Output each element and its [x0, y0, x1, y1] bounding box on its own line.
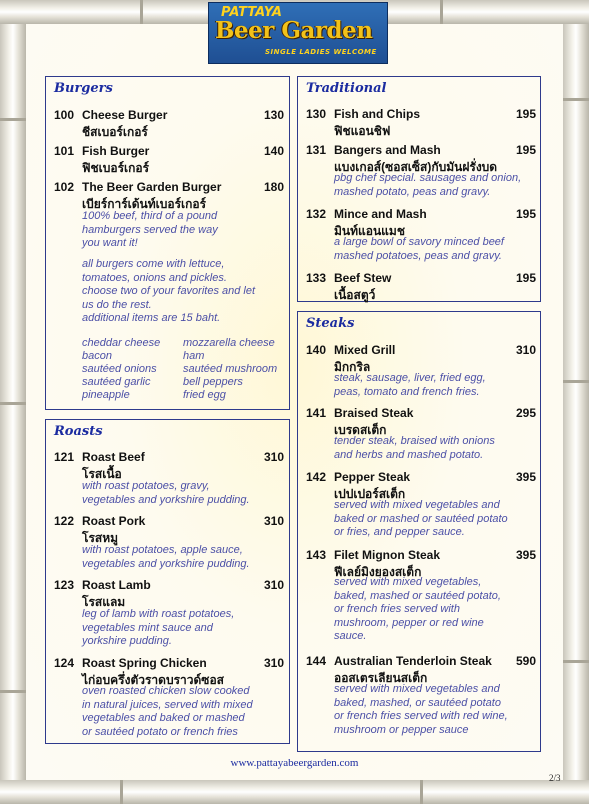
item-description: tender steak, braised with onions and herbs and mashed potato. [334, 435, 495, 461]
bamboo-frame-right [563, 0, 589, 804]
roasts-section: Roasts 121 Roast Beef 310 โรสเนื้อ with roast potatoes, gravy, vegetables and yorkshire pudding. 122 Roast Pork 310 โรสหมู with roast potatoes, apple sauce, vegetables and yorkshire pudding. 123 Roast Lamb 310 โรสแลม leg of lamb with roast potatoes, vegetables mint sauce and yorkshire pudding. 124 Roast Spring Chicken 310 ไก่อบครึ่งตัวราดบราวด์ซอส oven roasted chicken slow cooked in natural juices, served with mixed vegetables and baked or mashed or sautéed potato or french fries [45, 419, 290, 744]
item-description: with roast potatoes, apple sauce, vegetables and yorkshire pudding. [82, 544, 250, 570]
item-description: steak, sausage, liver, fried egg, peas, tomato and french fries. [334, 372, 486, 398]
item-description: served with mixed vegetables, baked, mashed or sautéed potato, or french fries served with mushroom, pepper or red wine sauce. [334, 576, 501, 642]
item-description: with roast potatoes, gravy, vegetables and yorkshire pudding. [82, 480, 250, 506]
pattaya-beer-garden-logo [208, 2, 388, 64]
item-description: served with mixed vegetables and baked or mashed or sautéed potato or fries, and pepper sauce. [334, 499, 508, 538]
topping-options-right: mozzarella cheese ham sautéed mushroom bell peppers fried egg [183, 337, 278, 401]
website-link[interactable]: www.pattayabeergarden.com [230, 757, 359, 769]
logo-top-text: PATTAYA [221, 5, 282, 20]
bamboo-frame-bottom [0, 780, 589, 804]
item-description: a large bowl of savory minced beef mashed potatoes, peas and gravy. [334, 236, 504, 262]
item-description: leg of lamb with roast potatoes, vegetables mint sauce and yorkshire pudding. [82, 608, 235, 647]
traditional-section: Traditional 130 Fish and Chips 195 ฟิชแอนชิฟ 131 Bangers and Mash 195 แบงเกอส์(ซอสเซ็ส)กับมันฝรั่งบด pbg chef special. sausages and onion, mashed potato, peas and gravy. 132 Mince and Mash 195 มินท์แอนแมช a large bowl of savory minced beef mashed potatoes, peas and gravy. 133 Beef Stew 195 เนื้อสตูว์ [297, 76, 541, 302]
section-title: Burgers [54, 81, 113, 96]
burgers-section: Burgers 100 Cheese Burger 130 ชีสเบอร์เกอร์ 101 Fish Burger 140 ฟิชเบอร์เกอร์ 102 The Beer Garden Burger 180 เบียร์การ์เด้นท์เบอร์เกอร์ 100% beef, third of a pound hamburgers served the way you want it! all burgers come with lettuce, tomatoes, onions and pickles. choose two of your favorites and let us do the rest. additional items are 15 baht. cheddar cheese bacon sautéed onions sautéed garlic pineapple mozzarella cheese ham sautéed mushroom bell peppers fried egg [45, 76, 290, 410]
topping-options-left: cheddar cheese bacon sautéed onions sautéed garlic pineapple [82, 337, 161, 401]
item-description: pbg chef special. sausages and onion, mashed potato, peas and gravy. [334, 172, 522, 198]
bamboo-frame-left [0, 0, 26, 804]
item-description: served with mixed vegetables and baked, mashed, or sautéed potato or french fries served with red wine, mushroom or pepper sauce [334, 683, 508, 736]
page-number: 2/3 [549, 773, 561, 783]
steaks-section: Steaks 140 Mixed Grill 310 มิกกริล steak, sausage, liver, fried egg, peas, tomato and french fries. 141 Braised Steak 295 เบรดสเต็ก tender steak, braised with onions and herbs and mashed potato. 142 Pepper Steak 395 เปปเปอร์สเต็ก served with mixed vegetables and baked or mashed or sautéed potato or fries, and pepper sauce. 143 Filet Mignon Steak 395 ฟีเลย์มิงยองสเต็ก served with mixed vegetables, baked, mashed or sautéed potato, or french fries served with mushroom, pepper or red wine sauce. 144 Australian Tenderloin Steak 590 ออสเตรเลียนสเต็ก served with mixed vegetables and baked, mashed, or sautéed potato or french fries served with red wine, mushroom or pepper sauce [297, 311, 541, 752]
burger-toppings-note: all burgers come with lettuce, tomatoes, onions and pickles. choose two of your favorites and let us do the rest. additional items are 15 baht. [82, 258, 256, 324]
logo-main-text: Beer Garden [215, 17, 373, 44]
item-description: oven roasted chicken slow cooked in natural juices, served with mixed vegetables and baked or mashed or sautéed potato or french fries [82, 685, 253, 738]
section-title: Roasts [54, 424, 103, 439]
item-description: 100% beef, third of a pound hamburgers served the way you want it! [82, 210, 218, 249]
section-title: Steaks [306, 316, 355, 331]
section-title: Traditional [306, 81, 387, 96]
logo-tagline: SINGLE LADIES WELCOME [265, 48, 377, 56]
